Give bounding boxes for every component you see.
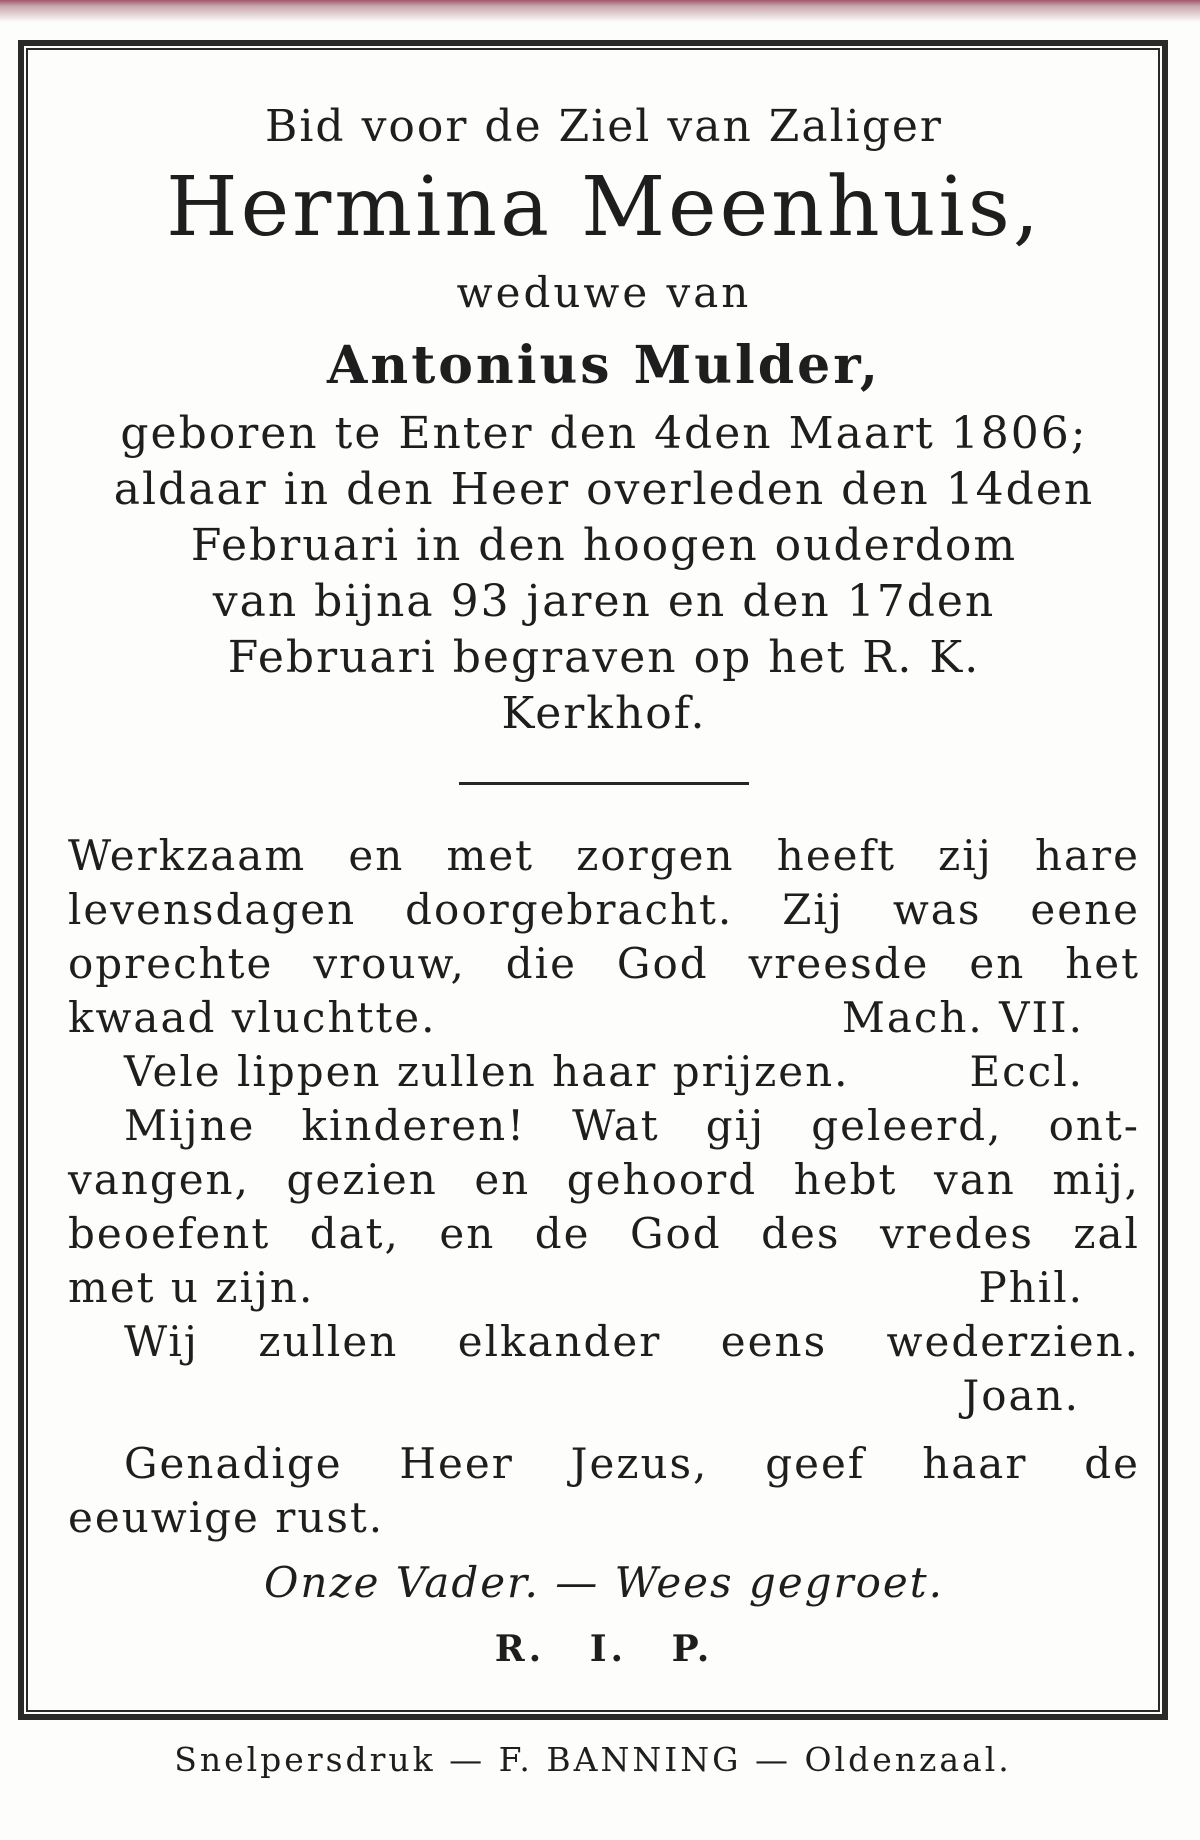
biography xyxy=(68,406,1140,742)
bio-line: van bijna 93 jaren en den 17den xyxy=(212,576,996,627)
verse-line: beoefent dat, en de God des vredes zal xyxy=(68,1209,1140,1258)
verse-block-1 xyxy=(68,829,1140,1045)
bio-line: Februari in den hoogen ouderdom xyxy=(190,520,1018,571)
verse-reference: Mach. VII. xyxy=(841,993,1084,1042)
bio-line: aldaar in den Heer overleden den 14den xyxy=(113,464,1095,515)
deceased-name: Hermina Meenhuis, xyxy=(166,160,1042,255)
verse-block-3 xyxy=(68,1099,1140,1315)
verse-reference: Phil. xyxy=(978,1263,1084,1312)
bio-line: geboren te Enter den 4den Maart 1806; xyxy=(120,408,1088,459)
divider-rule xyxy=(459,782,749,785)
verse-line: Werkzaam en met zorgen heeft zij hare xyxy=(68,831,1140,880)
intro-line: Bid voor de Ziel van Zaliger xyxy=(265,101,943,152)
prayer-line: eeuwige rust. xyxy=(68,1493,385,1542)
bio-line: Februari begraven op het R. K. xyxy=(227,632,981,683)
verse-line: met u zijn. xyxy=(68,1263,315,1312)
verse-line: Wij zullen elkander eens wederzien. xyxy=(124,1317,1140,1366)
husband-name: Antonius Mulder, xyxy=(327,335,881,396)
verse-line: Mijne kinderen! Wat gij geleerd, ont- xyxy=(124,1101,1140,1150)
printer-imprint: Snelpersdruk — F. BANNING — Oldenzaal. xyxy=(174,1740,1012,1779)
widow-of-line: weduwe van xyxy=(456,268,752,317)
bio-line: Kerkhof. xyxy=(501,688,707,739)
card-border xyxy=(18,40,1168,1720)
verse-line: kwaad vluchtte. xyxy=(68,993,437,1042)
verse-line: Vele lippen zullen haar prijzen. xyxy=(124,1047,850,1096)
verse-line: levensdagen doorgebracht. Zij was eene xyxy=(68,885,1140,934)
closing-prayers: Onze Vader. — Wees gegroet. xyxy=(263,1558,945,1607)
verse-row xyxy=(68,1045,1140,1099)
verse-last-row xyxy=(68,1261,1140,1315)
verse-block-4 xyxy=(68,1315,1140,1423)
verse-reference: Eccl. xyxy=(969,1047,1084,1096)
verse-reference: Joan. xyxy=(962,1371,1080,1420)
verse-block-2 xyxy=(68,1045,1140,1099)
prayer-block xyxy=(68,1437,1140,1545)
card-content xyxy=(68,98,1140,1679)
paper-edge xyxy=(0,0,1200,22)
verse-line: vangen, gezien en gehoord hebt van mij, xyxy=(68,1155,1140,1204)
verse-last-row xyxy=(68,991,1140,1045)
prayer-line: Genadige Heer Jezus, geef haar de xyxy=(124,1439,1140,1488)
verse-line: oprechte vrouw, die God vreesde en het xyxy=(68,939,1140,988)
rip-line: R. I. P. xyxy=(494,1628,714,1670)
